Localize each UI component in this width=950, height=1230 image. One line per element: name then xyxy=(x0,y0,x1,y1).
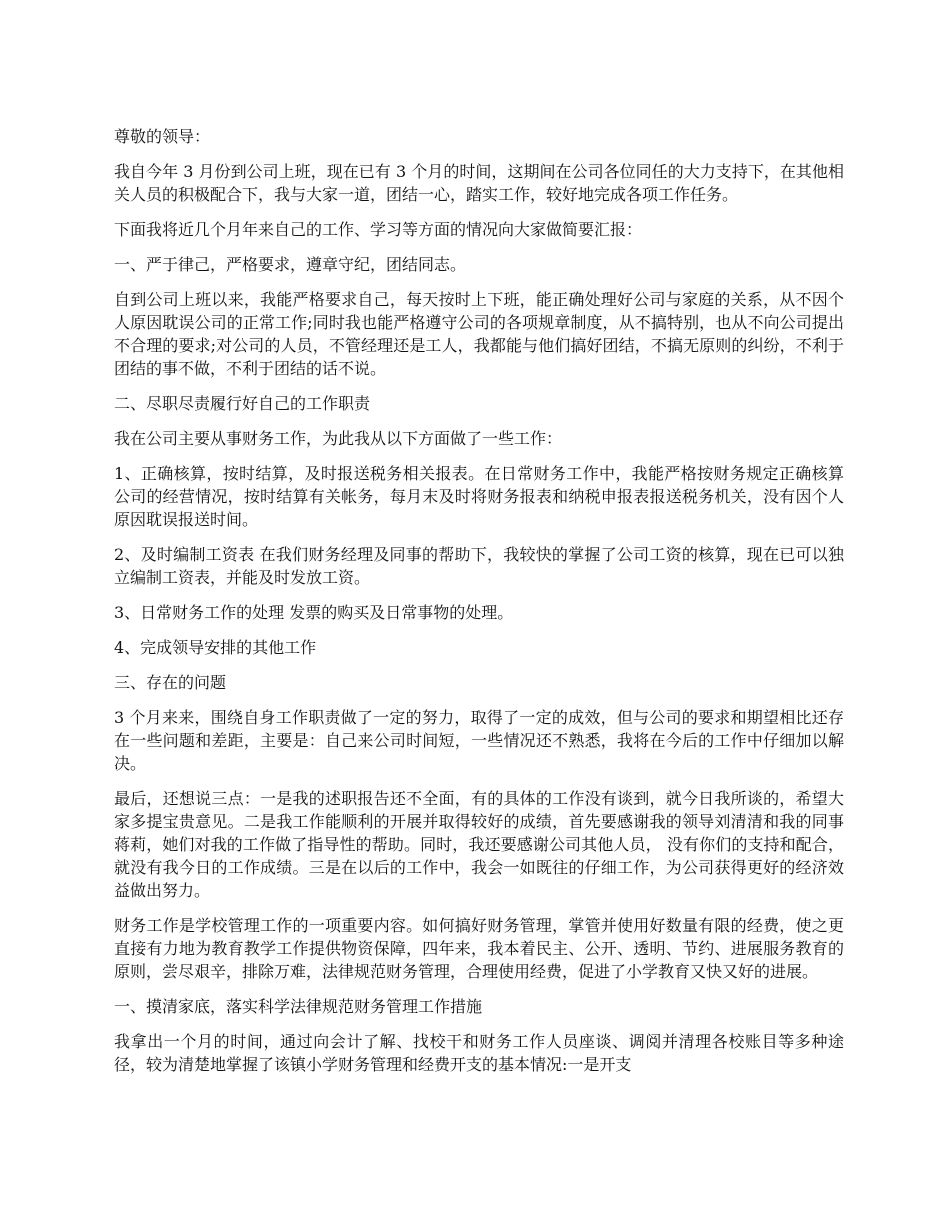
section-heading-problems: 三、存在的问题 xyxy=(114,673,227,692)
duty-item-4: 4、完成领导安排的其他工作 xyxy=(114,638,317,657)
salutation: 尊敬的领导： xyxy=(114,127,211,146)
document-page xyxy=(114,125,844,1088)
problems-paragraph: 3 个月来来，围绕自身工作职责做了一定的努力，取得了一定的成效，但与公司的要求和期望相比还存在一些问题和差距，主要是：自己来公司时间短，一些情况还不熟悉，我将在今后的工作中仔细加以解决。 xyxy=(114,708,844,773)
section-heading-duties: 二、尽职尽责履行好自己的工作职责 xyxy=(114,394,371,413)
finance-intro-paragraph: 财务工作是学校管理工作的一项重要内容。如何搞好财务管理，掌管并使用好数量有限的经费，使之更直接有力地为教育教学工作提供物资保障，四年来，我本着民主、公开、透明、节约、进展服务教育的原则，尝尽艰辛，排除万难，法律规范财务管理，合理使用经费，促进了小学教育又快又好的进展。 xyxy=(114,916,844,981)
section-heading-measures: 一、摸清家底，落实科学法律规范财务管理工作措施 xyxy=(114,997,483,1016)
duty-item-1: 1、正确核算，按时结算，及时报送税务相关报表。在日常财务工作中，我能严格按财务规定正确核算公司的经营情况，按时结算有关帐务，每月末及时将财务报表和纳税申报表报送税务机关，没有因个人原因耽误报送时间。 xyxy=(114,464,844,529)
duty-item-3: 3、日常财务工作的处理 发票的购买及日常事物的处理。 xyxy=(114,603,514,622)
report-lead-paragraph: 下面我将近几个月年来自己的工作、学习等方面的情况向大家做简要汇报： xyxy=(114,220,643,239)
closing-paragraph: 最后，还想说三点：一是我的述职报告还不全面，有的具体的工作没有谈到，就今日我所谈的，希望大家多提宝贵意见。二是我工作能顺利的开展并取得较好的成绩，首先要感谢我的领导刘清清和我的同事蒋莉，她们对我的工作做了指导性的帮助。同时，我还要感谢公司其他人员， 没有你们的支持和配合，就没有我今日的工作成绩。三是在以后的工作中，我会一如既往的仔细工作，为公司获得更好的经济效益做出努力。 xyxy=(114,789,844,900)
section-heading-discipline: 一、严于律己，严格要求，遵章守纪，团结同志。 xyxy=(114,255,467,274)
duty-item-2: 2、及时编制工资表 在我们财务经理及同事的帮助下，我较快的掌握了公司工资的核算，现在已可以独立编制工资表，并能及时发放工资。 xyxy=(114,545,844,587)
duties-lead-paragraph: 我在公司主要从事财务工作，为此我从以下方面做了一些工作： xyxy=(114,429,563,448)
discipline-paragraph: 自到公司上班以来，我能严格要求自己，每天按时上下班，能正确处理好公司与家庭的关系，从不因个人原因耽误公司的正常工作;同时我也能严格遵守公司的各项规章制度，从不搞特别，也从不向公司提出不合理的要求;对公司的人员，不管经理还是工人，我都能与他们搞好团结，不搞无原则的纠纷，不利于团结的事不做，不利于团结的话不说。 xyxy=(114,290,844,378)
intro-paragraph: 我自今年 3 月份到公司上班，现在已有 3 个月的时间，这期间在公司各位同任的大力支持下，在其他相关人员的积极配合下，我与大家一道，团结一心，踏实工作，较好地完成各项工作任务。 xyxy=(114,162,844,204)
measures-paragraph: 我拿出一个月的时间，通过向会计了解、找校干和财务工作人员座谈、调阅并清理各校账目等多种途径，较为清楚地掌握了该镇小学财务管理和经费开支的基本情况:一是开支 xyxy=(114,1032,844,1074)
